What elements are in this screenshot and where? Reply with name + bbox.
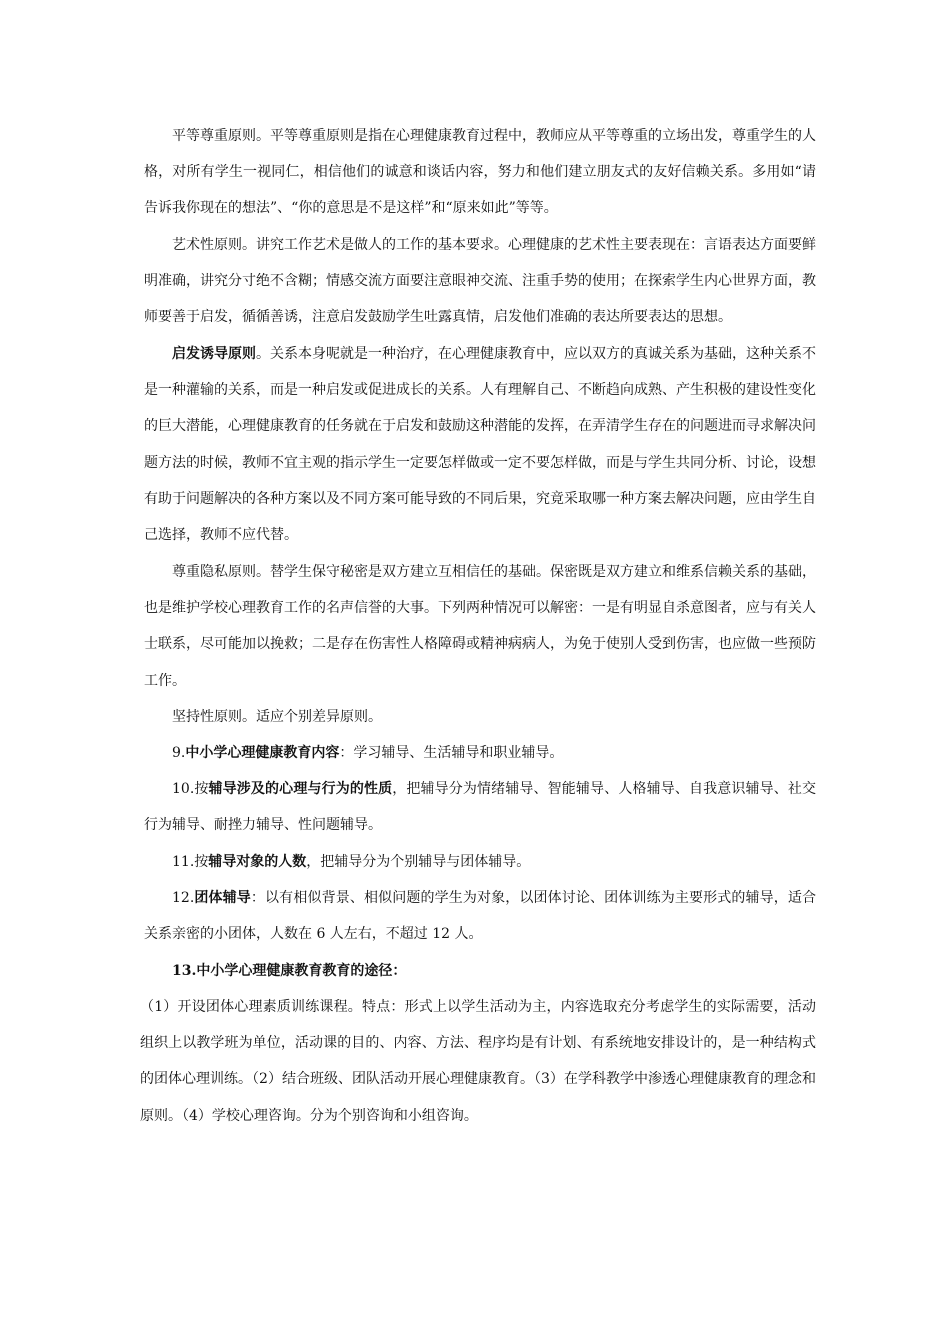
text-line: （1）开设团体心理素质训练课程。特点：形式上以学生活动为主，内容选取充分考虑学生的实际需要， (140, 999, 788, 1015)
text-line: 艺术性原则。讲究工作艺术是做人的工作的基本要求。心理健康的艺术性主要表现在：言语表达方 (172, 237, 774, 253)
text-line: ，把辅导分为个别辅导与团体辅导。 (306, 854, 531, 870)
item-number: 12. (172, 890, 195, 906)
paragraph-inspiration (144, 336, 816, 553)
text-line: 社交行为辅导、耐挫力辅导、性问题辅导。 (144, 781, 817, 834)
text-line: 界方面，教师要善于启发，循循善诱，注意启发鼓励学生吐露真情，启发他们准确的表达所要表达的思想。 (144, 273, 816, 326)
bold-term: 中小学心理健康教育内容 (185, 745, 340, 761)
text-line: 同分析、讨论，设想有助于问题解决的各种方案以及不同方案可能导致的不同后果，究竟采取哪一种方案 (144, 454, 816, 507)
text-line: ：学习辅导、生活辅导和职业辅导。 (339, 745, 564, 761)
text-line: 适合关系亲密的小团体，人数在 6 人左右，不超过 12 人。 (144, 890, 817, 943)
bold-term: 团体辅导 (194, 890, 251, 906)
section-heading: 13.中小学心理健康教育教育的途径： (172, 963, 407, 979)
text-line: ，把辅导分为情绪辅导、智能辅导、人格辅导、自我意识辅导、 (392, 781, 788, 797)
item-number: 9. (172, 745, 186, 761)
bold-term: 辅导对象的人数 (208, 854, 307, 870)
paragraph-persistence (144, 699, 816, 735)
text-line: 康教育的理念和原则。（4）学校心理咨询。分为个别咨询和小组咨询。 (140, 1071, 817, 1124)
text-line: 多用如“请告诉我你现在的想法”、“你的意思是不是这样”和“原来如此”等等。 (144, 164, 816, 217)
bold-term: 启发诱导原则 (172, 346, 256, 362)
text-line: 平等尊重原则。平等尊重原则是指在心理健康教育过程中，教师应从平等尊重的立场出发，尊重学 (172, 128, 774, 144)
text-line: 活动组织上以教学班为单位，活动课的目的、内容、方法、程序均是有计划、有系统地安排设计的，是一 (140, 999, 817, 1052)
text-line: 也应做一些预防工作。 (144, 636, 816, 689)
item-12 (144, 880, 816, 952)
item-13-body (140, 989, 816, 1134)
item-10 (144, 771, 816, 843)
text-line: 生的人格，对所有学生一视同仁，相信他们的诚意和谈话内容，努力和他们建立朋友式的友好信赖关系。 (144, 128, 816, 181)
text-line: 应与有关人士联系，尽可能加以挽救；二是存在伤害性人格障碍或精神病病人，为免于使别人受到伤害， (144, 600, 816, 653)
item-13-heading (144, 953, 816, 989)
text-line: 基础，也是维护学校心理教育工作的名声信誉的大事。下列两种情况可以解密：一是有明显自杀意图者， (144, 564, 816, 617)
text-line: 面要鲜明准确，讲究分寸绝不含糊；情感交流方面要注意眼神交流、注重手势的使用；在探索学生内心世 (144, 237, 816, 290)
item-11 (144, 844, 816, 880)
text-line: 建设性变化的巨大潜能，心理健康教育的任务就在于启发和鼓励这种潜能的发挥，在弄清学生存在的问题 (144, 382, 816, 435)
text-line: ：以有相似背景、相似问题的学生为对象，以团体讨论、团体训练为主要形式的辅导， (250, 890, 788, 906)
paragraph-privacy (144, 554, 816, 699)
bold-term: 辅导涉及的心理与行为的性质 (208, 781, 393, 797)
text-line: 坚持性原则。适应个别差异原则。 (172, 709, 382, 725)
paragraph-equality-respect (144, 118, 816, 227)
text-line: 尊重隐私原则。替学生保守秘密是双方建立互相信任的基础。保密既是双方建立和维系信赖关系的 (172, 564, 774, 580)
item-number: 11.按 (172, 854, 209, 870)
item-9 (144, 735, 816, 771)
text-line: 进而寻求解决问题方法的时候，教师不宜主观的指示学生一定要怎样做或一定不要怎样做，而是与学生共 (144, 418, 816, 471)
text-line: 去解决问题，应由学生自己选择，教师不应代替。 (144, 490, 816, 544)
text-line: 关系不是一种灌输的关系，而是一种启发或促进成长的关系。人有理解自己、不断趋向成熟、产生积极的 (144, 346, 816, 399)
text-line: 。关系本身呢就是一种治疗，在心理健康教育中，应以双方的真诚关系为基础，这种 (256, 346, 774, 362)
paragraph-artistry (144, 227, 816, 336)
text-line: 种结构式的团体心理训练。（2）结合班级、团队活动开展心理健康教育。（3）在学科教学中渗透心理健 (140, 1035, 817, 1088)
item-number: 10.按 (172, 781, 209, 797)
